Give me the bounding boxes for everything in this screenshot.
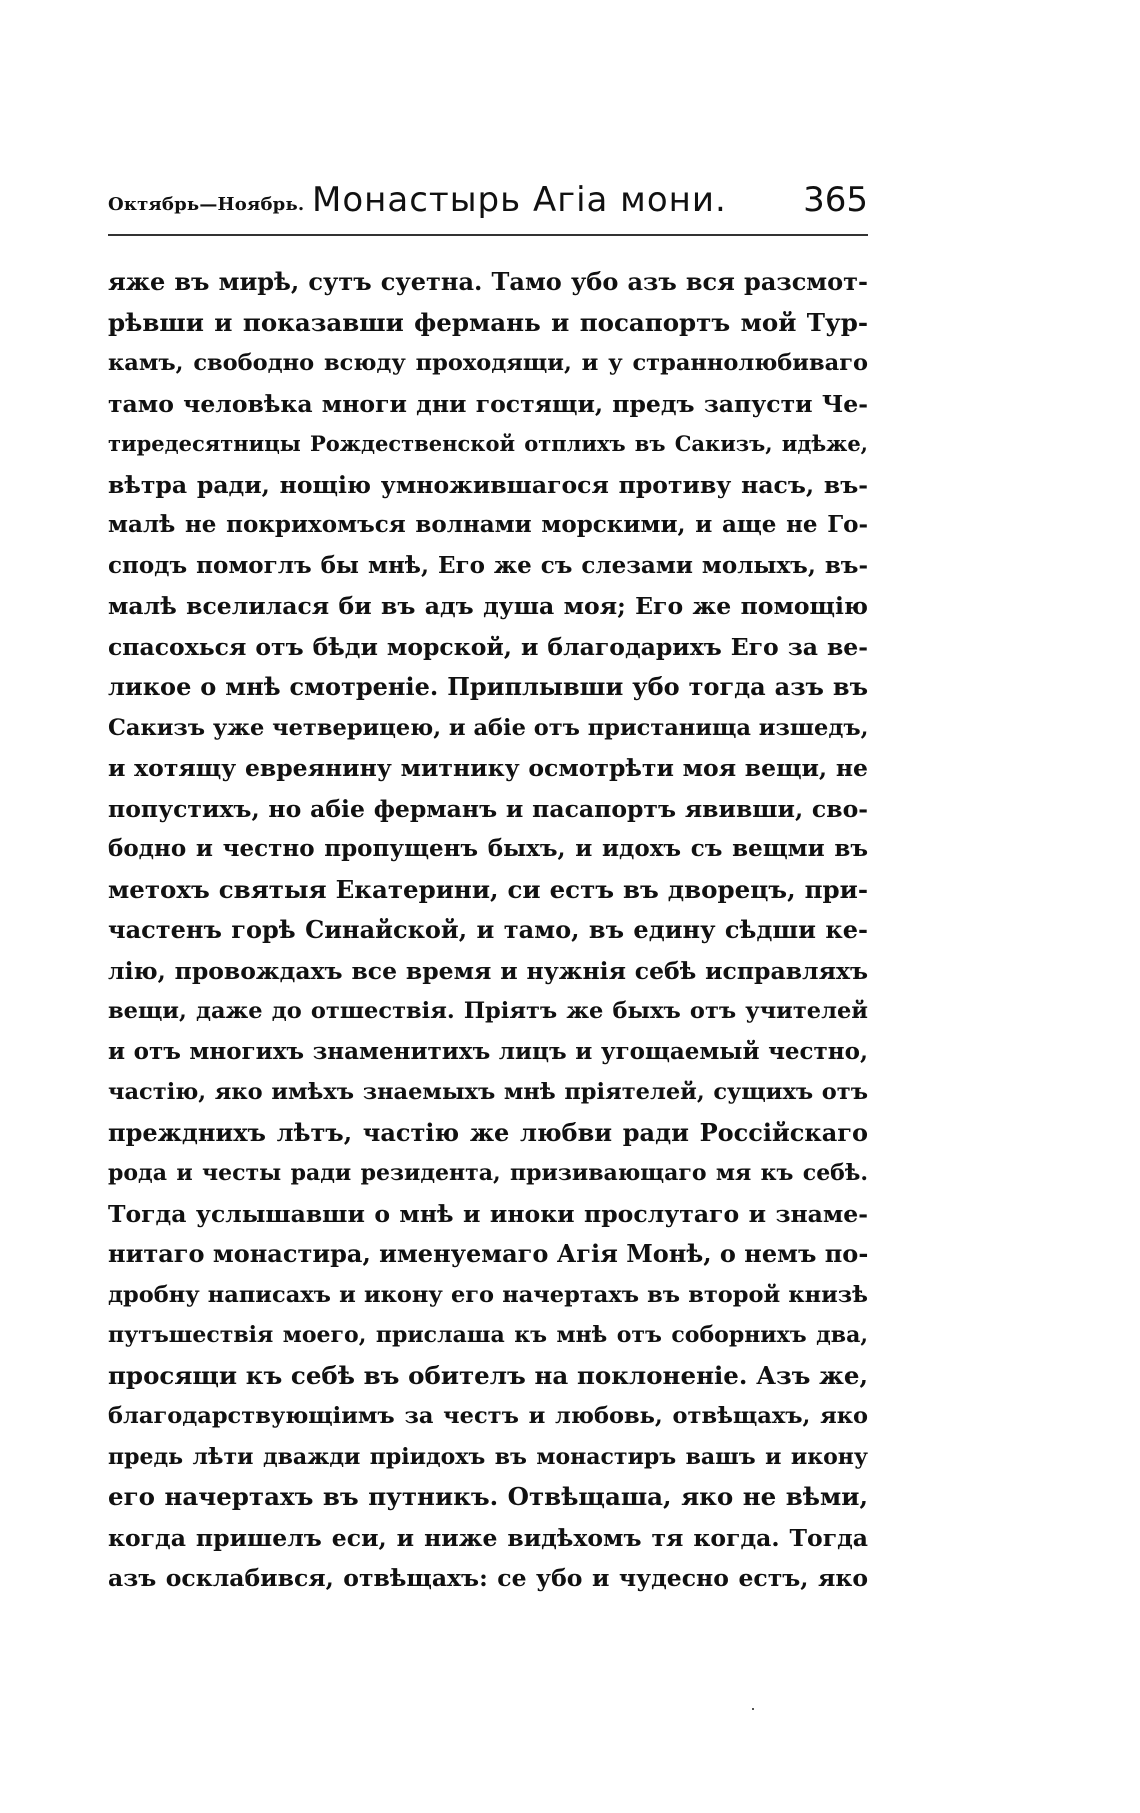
text-line: тиредесятницы Рождественской отплихъ въ Сакизъ, идѣже, bbox=[108, 431, 868, 456]
text-line: и хотящу евреянину митнику осмотрѣти моя вещи, не bbox=[108, 754, 868, 782]
text-line: просящи къ себѣ въ обителъ на поклоненіе. Азъ же, bbox=[108, 1360, 868, 1390]
running-head: Октябрь—Ноябрь. bbox=[108, 194, 305, 215]
text-line: лію, провождахъ все время и нужнія себѣ исправляхъ bbox=[108, 956, 868, 985]
text-line: бодно и честно пропущенъ быхъ, и идохъ съ вещми въ bbox=[108, 835, 868, 862]
text-line: и отъ многихъ знаменитихъ лицъ и угощаемый честно, bbox=[108, 1037, 868, 1065]
text-line: малѣ не покрихомъся волнами морскими, и аще не Го- bbox=[108, 511, 868, 538]
text-line: сподъ помоглъ бы мнѣ, Его же съ слезами молыхъ, въ- bbox=[108, 551, 868, 579]
text-line: азъ осклабився, отвѣщахъ: се убо и чудесно естъ, яко bbox=[108, 1564, 868, 1592]
text-line: ликое о мнѣ смотреніе. Приплывши убо тогда азъ въ bbox=[108, 672, 868, 701]
text-line: тамо человѣка многи дни гостящи, предъ запусти Че- bbox=[108, 389, 868, 418]
text-line: дробну написахъ и икону его начертахъ въ второй книзѣ bbox=[108, 1281, 868, 1308]
page-number: 365 bbox=[803, 180, 868, 220]
text-line: путъшествія моего, прислаша къ мнѣ отъ соборнихъ два, bbox=[108, 1322, 868, 1348]
text-line: малѣ вселилася би въ адъ душа моя; Его же помощію bbox=[108, 592, 868, 620]
text-line: рода и честы ради резидента, призивающаго мя къ себѣ. bbox=[108, 1160, 868, 1186]
text-line: спасохься отъ бѣди морской, и благодарихъ Его за ве- bbox=[108, 632, 868, 661]
text-line: его начертахъ въ путникъ. Отвѣщаша, яко не вѣми, bbox=[108, 1482, 868, 1511]
body-text bbox=[108, 262, 868, 1599]
text-line: Тогда услышавши о мнѣ и иноки прослутаго и знаме- bbox=[108, 1199, 868, 1228]
text-line: рѣвши и показавши фермань и посапортъ мой Тур- bbox=[108, 307, 868, 337]
text-line: метохъ святыя Екатерини, си естъ въ дворецъ, при- bbox=[108, 874, 868, 904]
text-line: частію, яко имѣхъ знаемыхъ мнѣ пріятелей, сущихъ отъ bbox=[108, 1079, 868, 1105]
text-line: предь лѣти дважди пріидохъ въ монастиръ вашъ и икону bbox=[108, 1443, 868, 1470]
text-line: яже въ мирѣ, сутъ суетна. Тамо убо азъ вся разсмот- bbox=[108, 267, 868, 296]
text-line: Сакизъ уже четверицею, и абіе отъ пристанища изшедъ, bbox=[108, 714, 869, 741]
header-rule bbox=[108, 234, 868, 236]
text-line: когда пришелъ еси, и ниже видѣхомъ тя когда. Тогда bbox=[108, 1523, 868, 1552]
print-speck bbox=[752, 1708, 754, 1710]
text-line: прежднихъ лѣтъ, частію же любви ради Россійскаго bbox=[108, 1117, 868, 1147]
text-line: вѣтра ради, нощію умножившагося противу насъ, въ- bbox=[108, 470, 868, 499]
page-header bbox=[108, 180, 868, 230]
page-title: Монастырь Агіа мони. bbox=[312, 180, 727, 220]
text-line: нитаго монастира, именуемаго Агія Монѣ, о немъ по- bbox=[108, 1239, 869, 1268]
text-line: попустихъ, но абіе ферманъ и пасапортъ явивши, сво- bbox=[108, 794, 868, 823]
text-line: частенъ горѣ Синайской, и тамо, въ едину сѣдши ке- bbox=[108, 915, 868, 944]
text-line: камъ, свободно всюду проходящи, и у страннолюбиваго bbox=[108, 350, 868, 376]
text-line: благодарствующіимъ за честъ и любовь, отвѣщахъ, яко bbox=[108, 1403, 868, 1429]
text-line: вещи, даже до отшествія. Пріятъ же быхъ отъ учителей bbox=[108, 998, 868, 1024]
